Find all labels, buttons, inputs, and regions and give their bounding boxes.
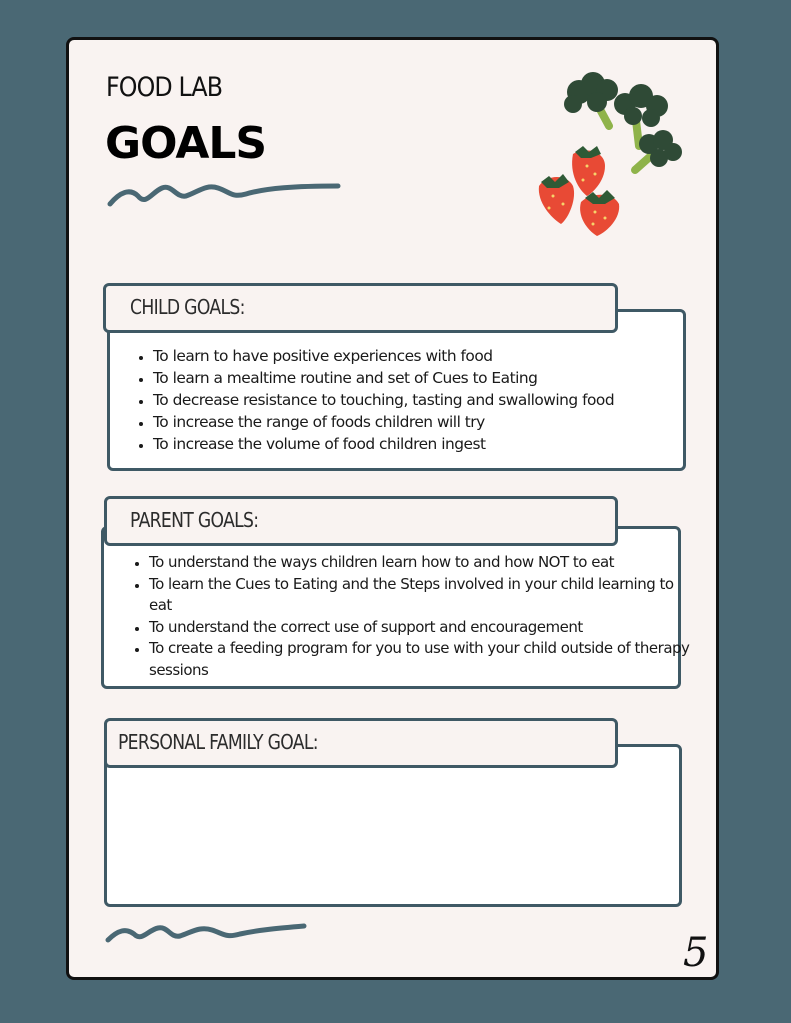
strawberry-icon (539, 174, 574, 224)
goal-item: • To increase the range of foods children will try (153, 411, 698, 433)
child-goals-list (133, 345, 698, 455)
broccoli-strawberry-illustration (535, 70, 685, 240)
strawberry-icon (572, 146, 605, 196)
bottom-squiggle-decoration (104, 920, 314, 950)
parent-goals-list (129, 552, 694, 681)
family-goal-field[interactable] (112, 774, 674, 900)
page-kicker: FOOD LAB (106, 72, 223, 103)
top-squiggle-decoration (106, 176, 346, 216)
goal-item: • To understand the correct use of support and encouragement (149, 617, 694, 639)
goal-item: • To increase the volume of food children ingest (153, 433, 698, 455)
strawberry-icon (580, 190, 619, 236)
goal-item: • To create a feeding program for you to use with your child outside of therapy sessions (149, 638, 694, 681)
parent-goals-label: PARENT GOALS: (130, 508, 259, 532)
broccoli-icon (564, 72, 618, 126)
page-title: GOALS (105, 118, 267, 169)
family-goal-label: PERSONAL FAMILY GOAL: (118, 730, 318, 754)
page-number: 5 (683, 930, 709, 976)
goal-item: • To learn a mealtime routine and set of Cues to Eating (153, 367, 698, 389)
child-goals-label: CHILD GOALS: (130, 295, 245, 319)
goal-item: • To decrease resistance to touching, tasting and swallowing food (153, 389, 698, 411)
goal-item: • To learn to have positive experiences with food (153, 345, 698, 367)
goal-item: • To learn the Cues to Eating and the Steps involved in your child learning to eat (149, 574, 694, 617)
goal-item: • To understand the ways children learn how to and how NOT to eat (149, 552, 694, 574)
broccoli-icon (635, 130, 682, 170)
